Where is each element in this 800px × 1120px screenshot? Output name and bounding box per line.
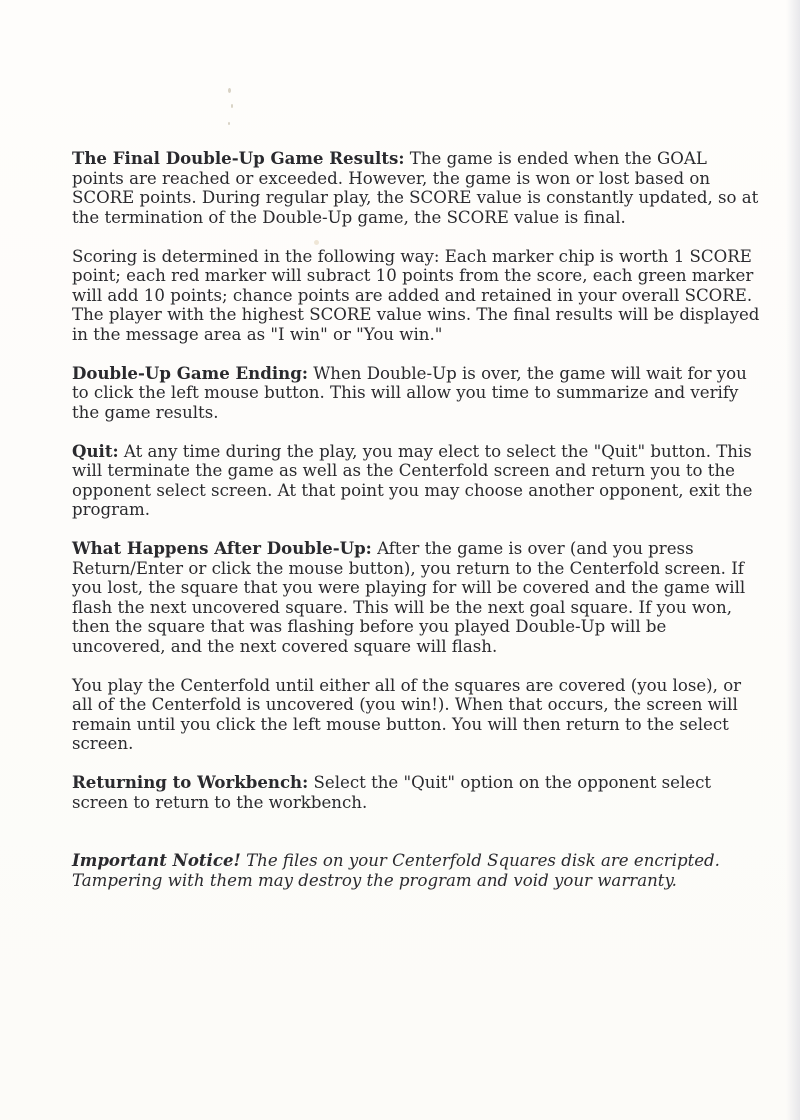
section-body: You play the Centerfold until either all of the squares are covered (you lose), or all of the Centerfold is uncovered (you win!). When that occurs, the screen will remain until you click the left mouse button. You will then return to the select screen. [72,675,742,753]
section-body: When Double-Up is over, the game will wait for you to click the left mouse button. This will allow you time to summarize and verify the game results. [72,363,747,422]
section-body: Scoring is determined in the following way: Each marker chip is worth 1 SCORE point; each red marker will subract 10 points from the score, each green marker will add 10 points; chance points are added and retained in your overall SCORE. The player with the highest SCORE value wins. The final results will be displayed in the message area as "I win" or "You win." [72,246,760,344]
notice-heading: Important Notice! [72,850,241,870]
section-body: Select the "Quit" option on the opponent select screen to return to the workbench. [72,773,712,812]
paper-speck [228,88,231,93]
section-play-centerfold [72,676,762,754]
section-body: After the game is over (and you press Return/Enter or click the mouse button), you return to the Centerfold screen. If you lost, the square that you were playing for will be covered and the game will flash the next uncovered square. This will be the next goal square. If you won, then the square that was flashing before you played Double-Up will be uncovered, and the next covered square will flash. [72,539,746,656]
section-scoring [72,247,762,345]
paper-speck [231,104,233,108]
section-heading: The Final Double-Up Game Results: [72,148,405,168]
section-game-ending [72,364,762,423]
page-edge-shadow [786,0,800,1120]
important-notice [72,851,762,890]
notice-body: The files on your Centerfold Squares disk are encripted. Tampering with them may destroy the program and void your warranty. [72,851,720,890]
section-heading: Quit: [72,440,119,461]
section-final-results [72,149,762,227]
section-quit [72,442,762,520]
paper-speck [228,122,230,125]
section-body: The game is ended when the GOAL points are reached or exceeded. However, the game is won or lost based on SCORE points. During regular play, the SCORE value is constantly updated, so at the termination of the Double-Up game, the SCORE value is final. [72,149,759,227]
section-returning-workbench [72,773,762,812]
section-heading: Double-Up Game Ending: [72,362,308,383]
manual-text [72,149,762,910]
section-heading: Returning to Workbench: [72,772,309,792]
section-body: At any time during the play, you may elect to select the "Quit" button. This will terminate the game as well as the Centerfold screen and return you to the opponent select screen. At that point you may choose another opponent, exit the program. [72,441,753,519]
section-heading: What Happens After Double-Up: [72,538,372,558]
section-after-double-up [72,539,762,656]
